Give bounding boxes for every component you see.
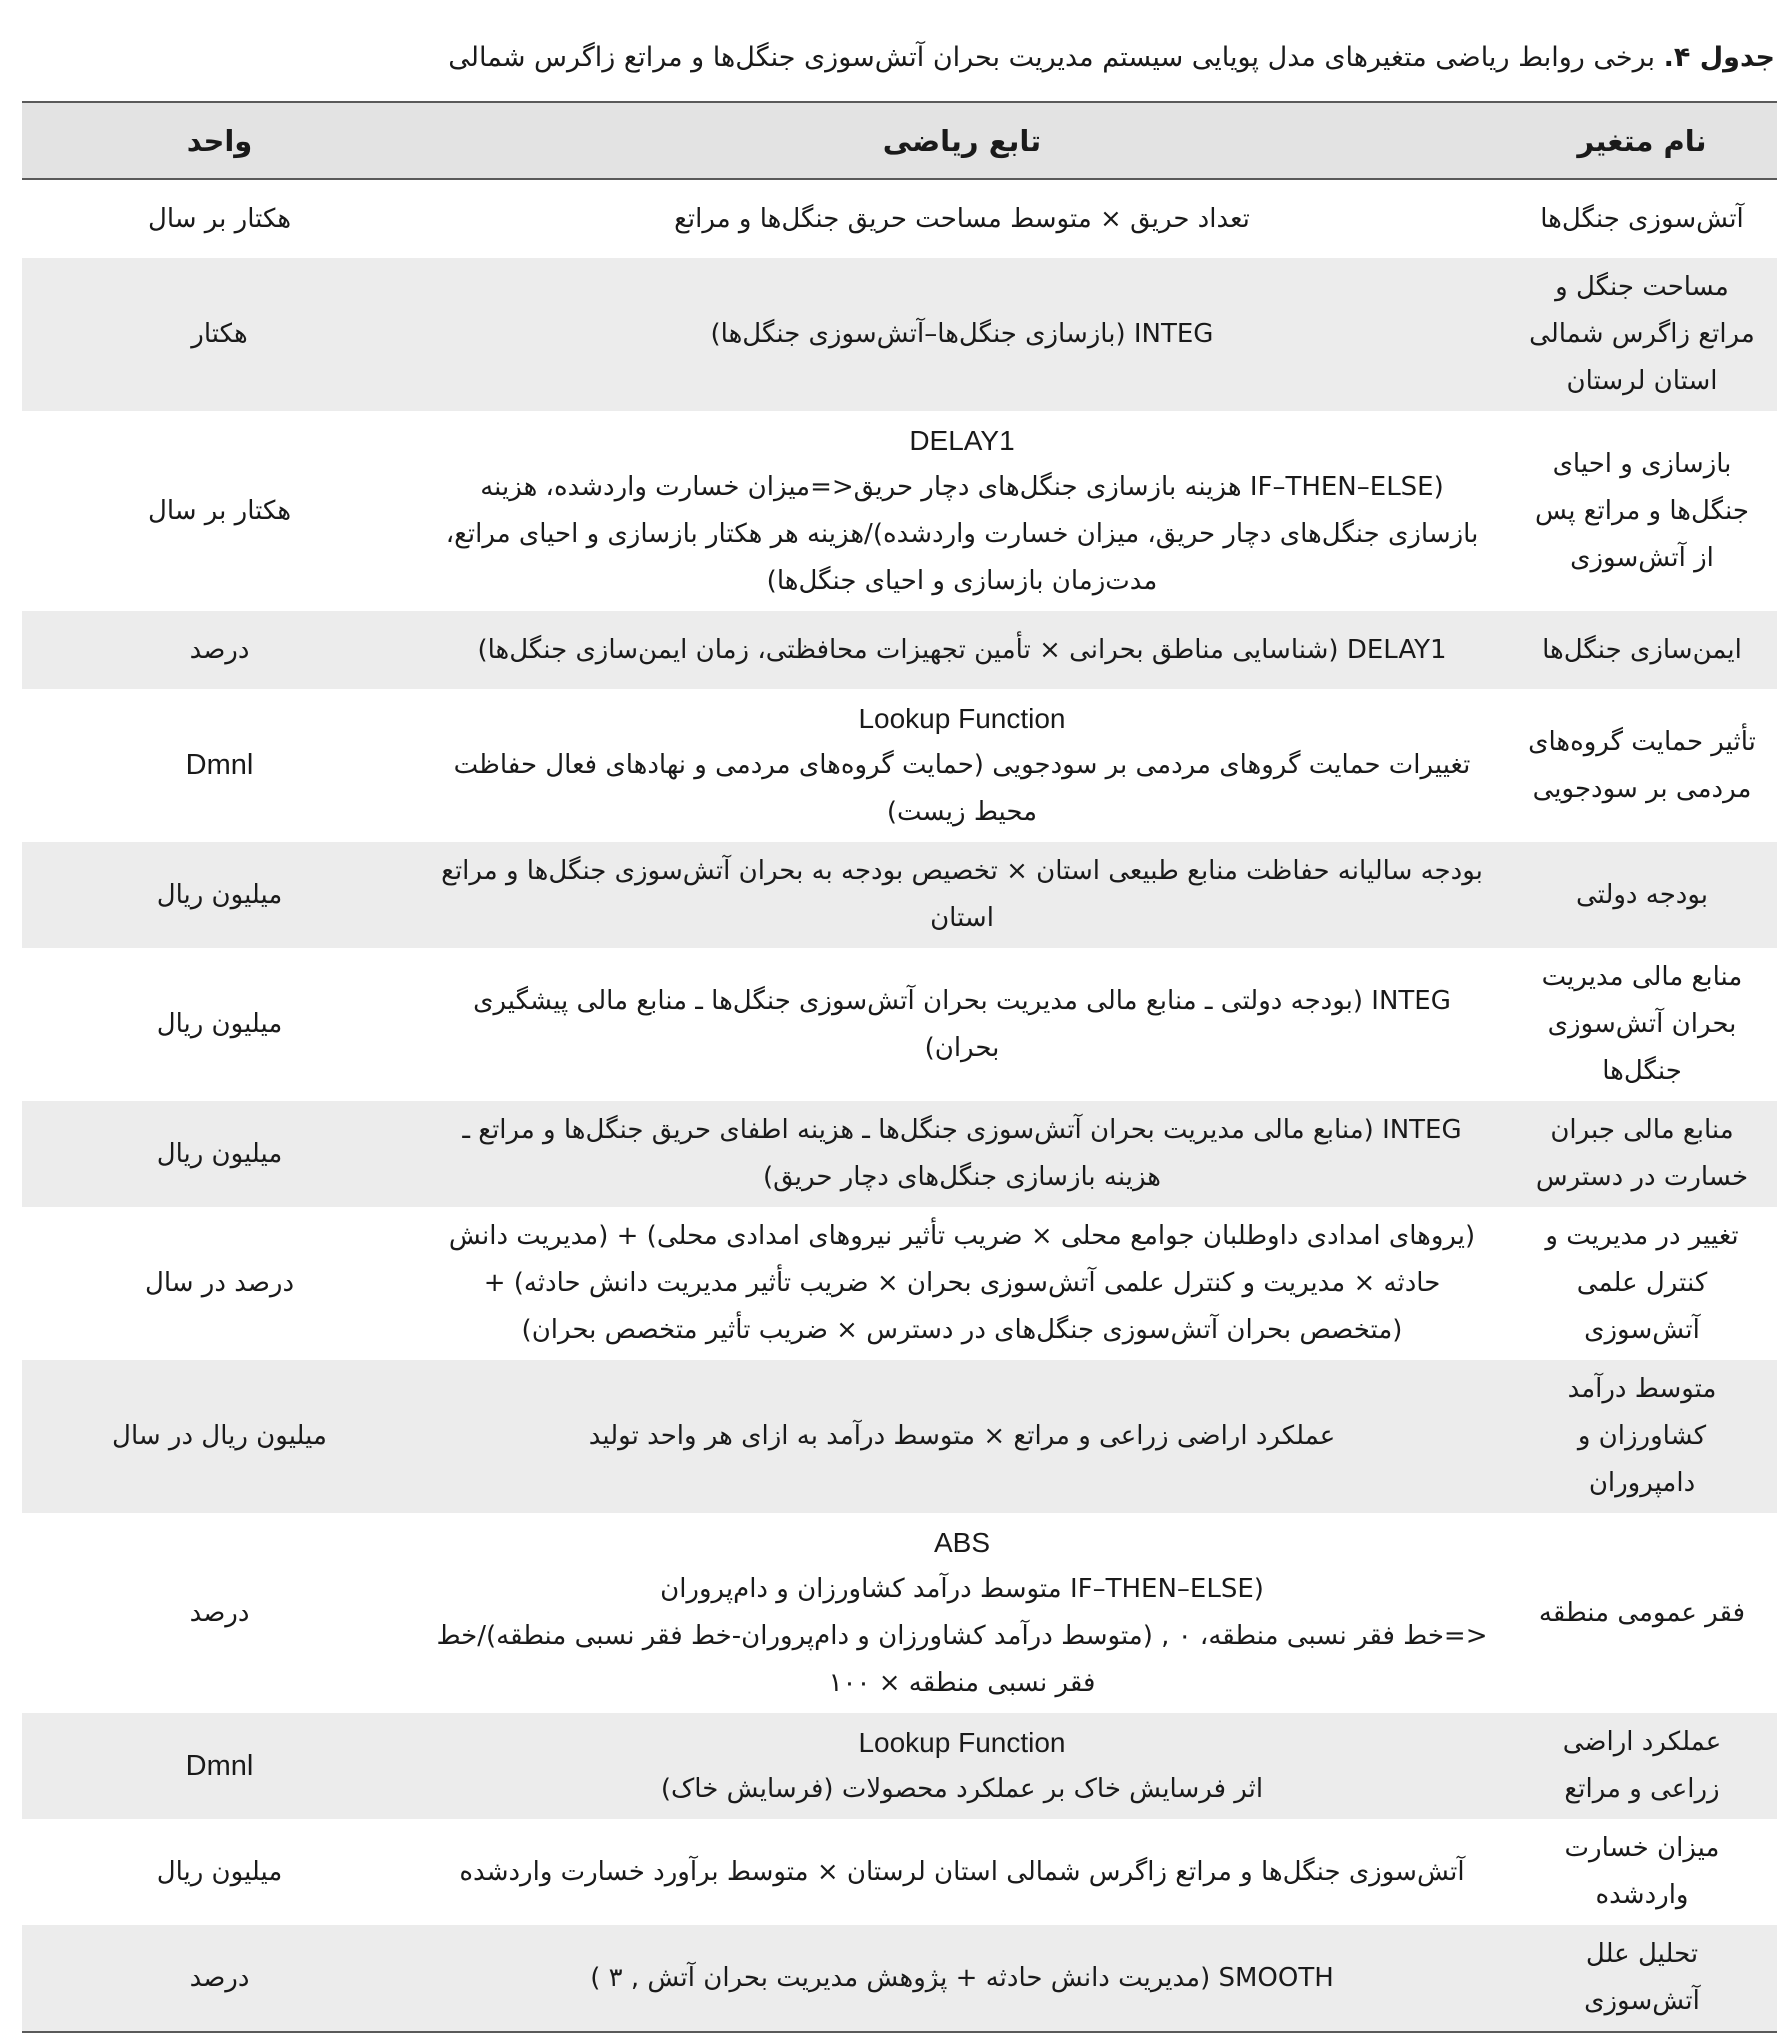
unit-cell: درصد: [189, 634, 250, 665]
header-unit: واحد: [22, 102, 417, 179]
variable-name-cell: منابع مالی مدیریت بحران آتش‌سوزی جنگل‌ها: [1541, 962, 1743, 1086]
function-expression: تعداد حریق × متوسط مساحت حریق جنگل‌ها و مراتع: [674, 203, 1250, 234]
function-expression: DELAY1 (شناسایی مناطق بحرانی × تأمین تجهیزات محافظتی، زمان ایمن‌سازی جنگل‌ها): [477, 634, 1447, 665]
unit-cell: میلیون ریال: [156, 1856, 283, 1887]
math-function-cell: [417, 842, 1507, 948]
unit-cell: هکتار بر سال: [147, 495, 292, 526]
header-math-function: تابع ریاضی: [417, 102, 1507, 179]
variable-name-cell: تغییر در مدیریت و کنترل علمی آتش‌سوزی: [1545, 1221, 1739, 1345]
variables-table: [22, 101, 1777, 2033]
math-function-cell: [417, 948, 1507, 1101]
function-name: ABS: [933, 1527, 991, 1558]
math-function-cell: [417, 1101, 1507, 1207]
math-function-cell: [417, 1925, 1507, 2032]
table-row: [22, 1360, 1777, 1513]
function-name: DELAY1: [909, 425, 1015, 456]
header-variable-name: نام متغیر: [1507, 102, 1777, 179]
table-row: [22, 689, 1777, 842]
table-row: [22, 948, 1777, 1101]
math-function-cell: [417, 1819, 1507, 1925]
function-expression: INTEG (بودجه دولتی ـ منابع مالی مدیریت بحران آتش‌سوزی جنگل‌ها ـ منابع مالی پیشگیری بحران): [473, 985, 1451, 1063]
table-row: [22, 842, 1777, 948]
unit-cell: درصد: [22, 1925, 417, 2032]
variable-name-cell: بودجه دولتی: [1575, 879, 1709, 910]
variable-name-cell: تحلیل علل آتش‌سوزی: [1507, 1925, 1777, 2032]
function-expression: INTEG (منابع مالی مدیریت بحران آتش‌سوزی جنگل‌ها ـ هزینه اطفای حریق جنگل‌ها و مراتع ـ هزینه بازسازی جنگل‌های دچار حریق): [462, 1115, 1462, 1192]
table-row: [22, 1513, 1777, 1713]
math-function-cell: [417, 611, 1507, 689]
table-row: [22, 1713, 1777, 1819]
function-expression: بودجه سالیانه حفاظت منابع طبیعی استان × تخصیص بودجه به بحران آتش‌سوزی جنگل‌ها و مراتع استان: [441, 856, 1483, 933]
unit-cell: میلیون ریال: [156, 1138, 283, 1169]
table-row: [22, 1207, 1777, 1360]
table-row: [22, 611, 1777, 689]
function-expression: (IF–THEN–ELSE متوسط درآمد کشاورزان و دام‌پروران: [660, 1574, 1264, 1604]
math-function-cell: [417, 1207, 1507, 1360]
math-function-cell: [417, 179, 1507, 258]
table-row: [22, 179, 1777, 258]
variable-name-cell: فقر عمومی منطقه: [1538, 1597, 1746, 1628]
unit-cell: میلیون ریال: [156, 1009, 283, 1039]
unit-cell: هکتار: [191, 319, 248, 349]
table-row: [22, 258, 1777, 411]
variable-name-cell: بازسازی و احیای جنگل‌ها و مراتع پس از آتش‌سوزی: [1535, 448, 1749, 573]
table-row: [22, 411, 1777, 611]
unit-cell: درصد: [189, 1597, 250, 1628]
math-function-cell: [417, 258, 1507, 411]
variable-name-cell: میزان خسارت واردشده: [1564, 1833, 1720, 1910]
table-header-row: [22, 102, 1777, 179]
variable-name-cell: آتش‌سوزی جنگل‌ها: [1540, 203, 1744, 234]
variable-name-cell: متوسط درآمد کشاورزان و دامپروران: [1567, 1374, 1717, 1498]
math-function-cell: [417, 1713, 1507, 1819]
variable-name-cell: تأثیر حمایت گروه‌های مردمی بر سودجویی: [1528, 726, 1756, 804]
math-function-cell: [417, 689, 1507, 842]
unit-cell: Dmnl: [185, 749, 254, 781]
unit-cell: میلیون ریال در سال: [112, 1421, 327, 1451]
table-row: [22, 1101, 1777, 1207]
unit-cell: هکتار بر سال: [147, 203, 292, 234]
variable-name-cell: عملکرد اراضی زراعی و مراتع: [1562, 1727, 1722, 1804]
unit-cell: Dmnl: [185, 1749, 254, 1782]
table-row: [22, 1819, 1777, 1925]
function-name: Lookup Function: [858, 1727, 1066, 1758]
function-expression: عملکرد اراضی زراعی و مراتع × متوسط درآمد به ازای هر واحد تولید: [588, 1421, 1336, 1451]
math-function-cell: [417, 411, 1507, 611]
function-expression: <=خط فقر نسبی منطقه، ۰ , (متوسط درآمد کشاورزان و دام‌پروران-خط فقر نسبی منطقه)/خط فقر نسبی منطقه × ۱۰۰: [436, 1621, 1488, 1698]
function-expression: اثر فرسایش خاک بر عملکرد محصولات (فرسایش خاک): [660, 1774, 1264, 1804]
function-name: Lookup Function: [858, 703, 1066, 734]
variable-name-cell: ایمن‌سازی جنگل‌ها: [1542, 634, 1742, 665]
caption-label: جدول ۴.: [1663, 42, 1775, 73]
function-expression: SMOOTH (مدیریت دانش حادثه + پژوهش مدیریت بحران آتش , ۳ ): [590, 1962, 1334, 1993]
function-expression: تغییرات حمایت گروهای مردمی بر سودجویی (حمایت گروه‌های مردمی و نهادهای فعال حفاظت محیط زیست): [453, 750, 1471, 827]
math-function-cell: [417, 1513, 1507, 1713]
table-row: [22, 1925, 1777, 2032]
function-expression: (IF–THEN–ELSE هزینه بازسازی جنگل‌های دچار حریق<=میزان خسارت واردشده، هزینه بازسازی جنگل‌های دچار حریق، میزان خسارت واردشده)/هزینه هر هکتار بازسازی و احیای مراتع، مدت‌زمان بازسازی و احیای جنگل‌ها): [445, 472, 1479, 596]
caption-text: برخی روابط ریاضی متغیرهای مدل پویایی سیستم مدیریت بحران آتش‌سوزی جنگل‌ها و مراتع زاگرس شمالی: [448, 42, 1655, 73]
unit-cell: درصد در سال: [144, 1268, 295, 1298]
math-function-cell: [417, 1360, 1507, 1513]
unit-cell: میلیون ریال: [156, 879, 283, 910]
function-expression: (یروهای امدادی داوطلبان جوامع محلی × ضریب تأثیر نیروهای امدادی محلی) + (مدیریت دانش حادثه × مدیریت و کنترل علمی آتش‌سوزی بحران × ضریب تأثیر مدیریت دانش حادثه) + (متخصص بحران آتش‌سوزی جنگل‌های در دسترس × ضریب تأثیر متخصص بحران): [448, 1221, 1476, 1345]
variable-name-cell: منابع مالی جبران خسارت در دسترس: [1535, 1115, 1749, 1192]
table-caption: [20, 40, 1775, 76]
function-expression: INTEG (بازسازی جنگل‌ها–آتش‌سوزی جنگل‌ها): [710, 319, 1214, 349]
variable-name-cell: مساحت جنگل و مراتع زاگرس شمالی استان لرستان: [1529, 272, 1755, 396]
function-expression: آتش‌سوزی جنگل‌ها و مراتع زاگرس شمالی استان لرستان × متوسط برآورد خسارت واردشده: [459, 1856, 1465, 1887]
